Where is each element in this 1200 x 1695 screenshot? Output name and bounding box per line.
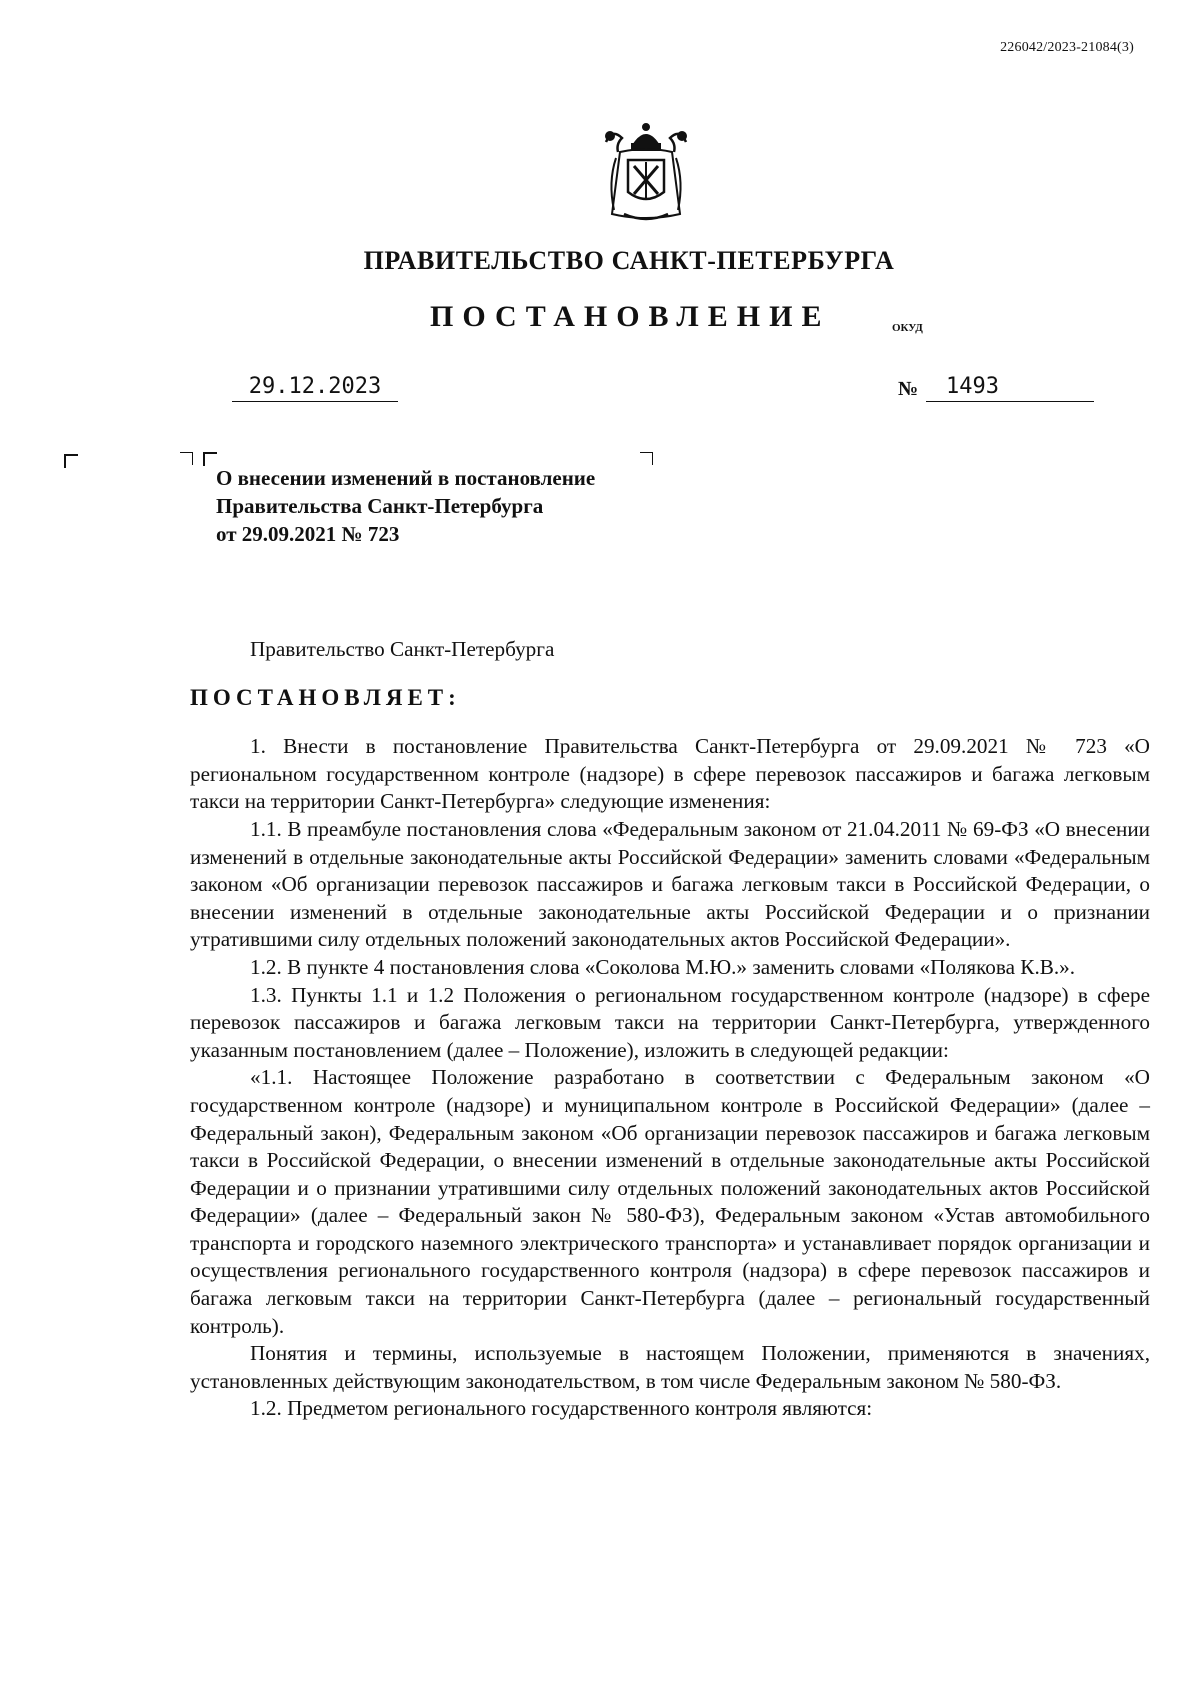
issuer-line: Правительство Санкт-Петербурга [250,637,555,661]
subject-line: от 29.09.2021 № 723 [216,522,400,546]
body-paragraph: «1.1. Настоящее Положение разработано в соответствии с Федеральным законом «О государственном контроле (надзоре) и муниципальном контроле в Российской Федерации» (далее – Федеральный закон), Федеральным законом «Об организации перевозок пассажиров и багажа легковым такси в Российской Федерации, о внесении изменений в отдельные законодательные акты Российской Федерации и о признании утратившими силу отдельных положений законодательных актов Российской Федерации» (далее – Федеральный закон № 580-ФЗ), Федеральным законом «Устав автомобильного транспорта и городского наземного электрического транспорта» и устанавливает порядок организации и осуществления регионального государственного контроля (надзора) в сфере перевозок пассажиров и багажа легковым такси на территории Санкт-Петербурга (далее – региональный государственный контроль). [190,1065,1150,1338]
body-paragraph: Понятия и термины, используемые в настоящем Положении, применяются в значениях, установленных действующим законодательством, в том числе Федеральным законом № 580-ФЗ. [190,1341,1150,1393]
body-paragraph: 1.1. В преамбуле постановления слова «Федеральным законом от 21.04.2011 № 69-ФЗ «О внесении изменений в отдельные законодательные акты Российской Федерации» заменить словами «Федеральным законом «Об организации перевозок пассажиров и багажа легковым такси в Российской Федерации, о внесении изменений в отдельные законодательные акты Российской Федерации и о признании утратившими силу отдельных положений законодательных актов Российской Федерации». [190,816,1150,952]
subject-line: О внесении изменений в постановление [216,466,596,490]
decree-subject [216,464,595,548]
coat-of-arms-emblem [600,122,692,226]
government-title: ПРАВИТЕЛЬСТВО САНКТ-ПЕТЕРБУРГА [363,246,895,275]
subject-bracket-mark [640,452,653,465]
decree-number: 1493 [926,374,1094,402]
okud-label: ОКУД [892,322,923,334]
body-paragraph: 1.2. В пункте 4 постановления слова «Соколова М.Ю.» заменить словами «Полякова К.В.». [250,954,1076,979]
decree-body [190,636,1150,1423]
body-paragraph: 1. Внести в постановление Правительства Санкт-Петербурга от 29.09.2021 № 723 «О региональном государственном контроле (надзоре) в сфере перевозок пассажиров и багажа легковым такси на территории Санкт-Петербурга» следующие изменения: [190,734,1150,814]
subject-bracket-mark [203,452,217,466]
subject-bracket-mark [180,452,193,465]
decree-title: ПОСТАНОВЛЕНИЕ [430,300,831,333]
subject-line: Правительства Санкт-Петербурга [216,494,544,518]
resolves-heading: ПОСТАНОВЛЯЕТ: [190,684,461,710]
decree-date: 29.12.2023 [232,374,398,402]
body-paragraph: 1.3. Пункты 1.1 и 1.2 Положения о региональном государственном контроле (надзоре) в сфере перевозок пассажиров и багажа легковым такси на территории Санкт-Петербурга, утвержденного указанным постановлением (далее – Положение), изложить в следующей редакции: [190,982,1150,1062]
number-sign: № [898,378,919,400]
document-registration-number: 226042/2023-21084(3) [1000,40,1134,55]
body-paragraph: 1.2. Предметом регионального государственного контроля являются: [250,1396,873,1421]
registration-corner-mark [64,454,78,468]
